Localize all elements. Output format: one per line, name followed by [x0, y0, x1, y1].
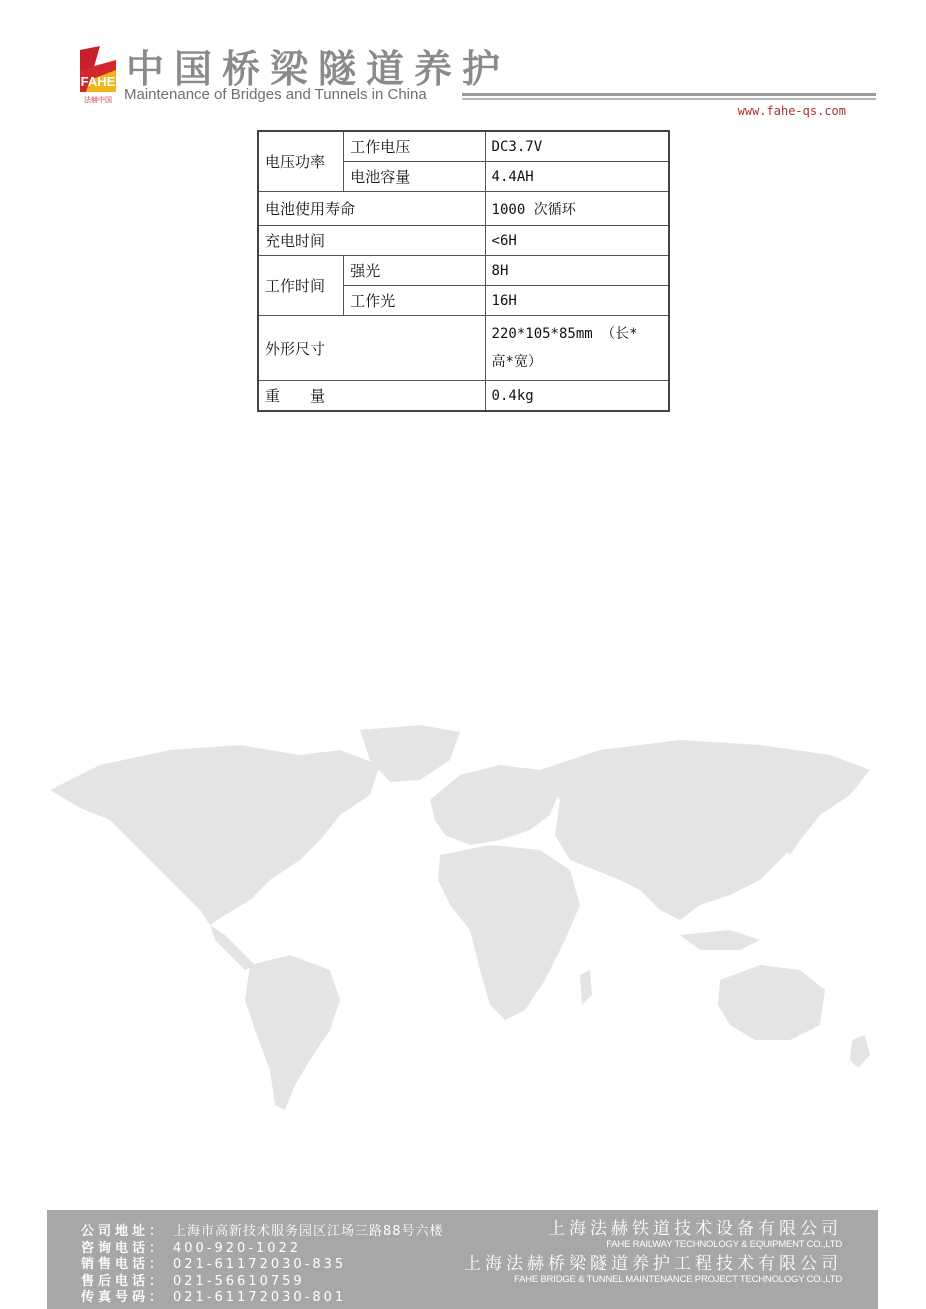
logo-text: FAHE [80, 74, 116, 89]
battery-life-value: 1000 次循环 [485, 192, 669, 226]
footer-address-row [81, 1224, 444, 1241]
website-link[interactable]: www.fahe-qs.com [737, 104, 846, 118]
table-row [258, 256, 669, 286]
company2-name-cn: 上海法赫桥梁隧道养护工程技术有限公司 [464, 1254, 842, 1274]
header-rule [462, 98, 876, 100]
africa-shape [438, 845, 580, 1020]
footer [47, 1210, 878, 1309]
dimensions-value [485, 316, 669, 381]
footer-company-block [464, 1220, 842, 1290]
company2-name-en: FAHE BRIDGE & TUNNEL MAINTENANCE PROJECT TECHNOLOGY CO.,LTD [514, 1274, 842, 1285]
consult-label: 咨询电话： [81, 1240, 167, 1256]
footer-fax-row [81, 1290, 444, 1307]
logo-subtext: 法赫中国 [84, 96, 112, 104]
sales-value: 021-61172030-835 [173, 1257, 347, 1272]
dimensions-value-line1: 220*105*85mm （长* [491, 326, 638, 342]
aftersales-value: 021-56610759 [173, 1273, 305, 1289]
work-light-value: 16H [485, 286, 669, 316]
battery-capacity-value: 4.4AH [485, 162, 669, 192]
fahe-logo [76, 40, 120, 104]
strong-light-label: 强光 [344, 256, 485, 286]
footer-consult-row [81, 1241, 444, 1258]
address-value: 上海市高新技术服务园区江场三路88号六楼 [173, 1224, 444, 1239]
header-title-en: Maintenance of Bridges and Tunnels in China [124, 86, 427, 103]
charge-time-label: 充电时间 [258, 226, 485, 256]
new-zealand-shape [850, 1035, 870, 1068]
central-america-shape [210, 925, 255, 970]
footer-contact-block [81, 1224, 444, 1307]
table-row [258, 316, 669, 381]
dimensions-value-line2: 高*宽） [491, 354, 542, 370]
europe-shape [430, 765, 560, 845]
voltage-group-label: 电压功率 [258, 131, 344, 192]
work-light-label: 工作光 [344, 286, 485, 316]
weight-value: 0.4kg [485, 381, 669, 412]
battery-capacity-label: 电池容量 [344, 162, 485, 192]
aftersales-label: 售后电话： [81, 1273, 167, 1289]
table-row [258, 226, 669, 256]
strong-light-value: 8H [485, 256, 669, 286]
company1-name-cn: 上海法赫铁道技术设备有限公司 [548, 1219, 842, 1239]
battery-life-label: 电池使用寿命 [258, 192, 485, 226]
weight-label: 重 量 [258, 381, 485, 412]
indonesia-shape [680, 930, 760, 950]
dimensions-label: 外形尺寸 [258, 316, 485, 381]
footer-aftersales-row [81, 1274, 444, 1291]
work-voltage-value: DC3.7V [485, 131, 669, 162]
south-america-shape [245, 955, 340, 1110]
work-time-group-label: 工作时间 [258, 256, 344, 316]
madagascar-shape [580, 970, 592, 1005]
spec-table [257, 130, 670, 412]
consult-value: 400-920-1022 [173, 1240, 302, 1256]
table-row [258, 131, 669, 162]
north-america-shape [50, 745, 380, 925]
world-map-watermark [40, 720, 890, 1120]
table-row [258, 381, 669, 412]
fax-value: 021-61172030-801 [173, 1290, 347, 1305]
asia-shape [540, 740, 870, 920]
work-voltage-label: 工作电压 [344, 131, 485, 162]
fax-label: 传真号码： [81, 1290, 167, 1305]
table-row [258, 192, 669, 226]
company1-name-en: FAHE RAILWAY TECHNOLOGY & EQUIPMENT CO.,LTD [606, 1239, 842, 1250]
header-title-cn: 中国桥梁隧道养护 [126, 47, 511, 91]
footer-sales-row [81, 1257, 444, 1274]
sales-label: 销售电话： [81, 1257, 167, 1272]
charge-time-value: <6H [485, 226, 669, 256]
header-rule [462, 93, 876, 96]
address-label: 公司地址： [81, 1224, 167, 1239]
australia-shape [718, 965, 825, 1040]
